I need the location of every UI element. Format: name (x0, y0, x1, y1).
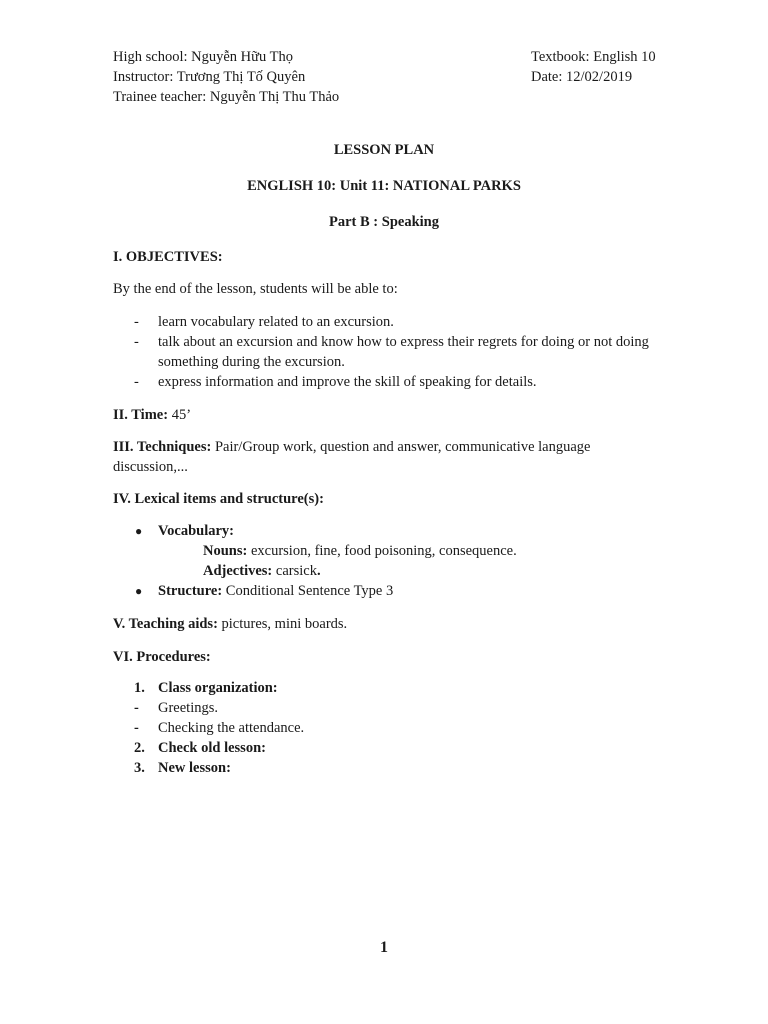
adjectives-value: carsick (272, 563, 317, 579)
vocabulary-label: Vocabulary: (158, 523, 234, 539)
adjectives-label: Adjectives: (203, 563, 273, 579)
time-line (113, 405, 658, 425)
procedure-substep: Greetings. (158, 700, 218, 716)
dash-marker: - (134, 374, 139, 390)
list-item (113, 698, 658, 718)
list-item (113, 372, 658, 392)
nouns-value: excursion, fine, food poisoning, consequence. (247, 543, 517, 559)
trainee-name: Trainee teacher: Nguyễn Thị Thu Thảo (113, 89, 340, 105)
header-block (113, 47, 683, 107)
part-title: Part B : Speaking (329, 214, 439, 230)
objective-text: talk about an excursion and know how to express their regrets for doing or not doing something during the excursion. (158, 334, 649, 370)
procedures-list (113, 678, 658, 778)
list-item (113, 521, 658, 541)
objective-text: express information and improve the skill of speaking for details. (158, 374, 537, 390)
bullet-icon: ● (135, 584, 143, 598)
item-number: 2. (134, 740, 145, 756)
list-item (113, 678, 658, 698)
lexical-heading: IV. Lexical items and structure(s): (113, 491, 324, 507)
techniques-label: III. Techniques: (113, 439, 212, 455)
dash-marker: - (134, 720, 139, 736)
lesson-date: Date: 12/02/2019 (531, 69, 633, 85)
procedure-step: New lesson: (158, 760, 231, 776)
nouns-label: Nouns: (203, 543, 248, 559)
page-number: 1 (380, 939, 388, 956)
textbook-name: Textbook: English 10 (531, 49, 656, 65)
techniques-value: Pair/Group work, question and answer, communicative language discussion,... (113, 439, 591, 475)
adjectives-line (113, 561, 658, 581)
nouns-line (113, 541, 658, 561)
bullet-icon: ● (135, 524, 143, 538)
structure-value: Conditional Sentence Type 3 (222, 583, 394, 599)
objectives-intro: By the end of the lesson, students will be able to: (113, 281, 398, 297)
list-item (113, 718, 658, 738)
procedures-heading: VI. Procedures: (113, 649, 211, 665)
techniques-line (113, 437, 658, 477)
procedure-step: Class organization: (158, 680, 278, 696)
unit-title: ENGLISH 10: Unit 11: NATIONAL PARKS (247, 178, 521, 194)
objectives-heading: I. OBJECTIVES: (113, 249, 223, 265)
dash-marker: - (134, 700, 139, 716)
aids-label: V. Teaching aids: (113, 616, 218, 632)
lexical-list (113, 521, 658, 601)
list-item (113, 312, 658, 332)
item-number: 1. (134, 680, 145, 696)
list-item (113, 581, 658, 601)
item-number: 3. (134, 760, 145, 776)
structure-label: Structure: (158, 583, 223, 599)
time-value: 45’ (168, 407, 192, 423)
time-label: II. Time: (113, 407, 169, 423)
list-item (113, 758, 658, 778)
instructor-name: Instructor: Trương Thị Tố Quyên (113, 69, 306, 85)
list-item (113, 332, 658, 372)
procedure-substep: Checking the attendance. (158, 720, 305, 736)
school-name: High school: Nguyễn Hữu Thọ (113, 49, 293, 65)
doc-title: LESSON PLAN (333, 142, 435, 158)
dash-marker: - (134, 314, 139, 330)
dash-marker: - (134, 334, 139, 350)
aids-value: pictures, mini boards. (217, 616, 348, 632)
procedure-step: Check old lesson: (158, 740, 266, 756)
objectives-list (113, 312, 658, 392)
aids-line (113, 614, 658, 634)
objective-text: learn vocabulary related to an excursion. (158, 314, 394, 330)
adjectives-period: . (316, 563, 321, 579)
list-item (113, 738, 658, 758)
